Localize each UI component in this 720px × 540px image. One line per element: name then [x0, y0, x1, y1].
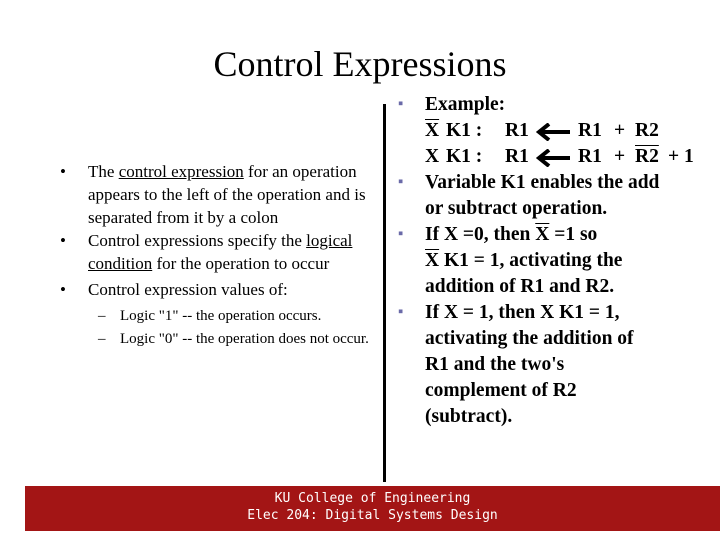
equation-1: $\overline{X}$ K1 : R1 R1 + R2 [396, 118, 720, 144]
right-bullet-if-x1-line5: (subtract). [425, 406, 513, 427]
square-bullet-icon: ▪ [398, 96, 404, 112]
right-bullet-if-x1: ▪ If X = 1, then X K1 = 1, [398, 302, 620, 323]
left-bullet-2: • Control expressions specify the logical condition for the operation to occur [60, 231, 353, 273]
left-sub-bullet-2: – Logic "0" -- the operation does not occur. [98, 331, 369, 347]
left-bullet-3: • Control expression values of: [60, 280, 288, 299]
column-divider [383, 104, 386, 482]
square-bullet-icon: ▪ [398, 226, 404, 242]
right-bullet-variable-line2: or subtract operation. [425, 198, 608, 219]
square-bullet-icon: ▪ [398, 304, 404, 320]
slide-title: Control Expressions [213, 44, 507, 84]
right-bullet-if-x1-line3: R1 and the two's [425, 354, 565, 375]
right-bullet-if-x0-line2: $\overline{X}$ K1 = 1, activating the [425, 250, 623, 271]
footer-bar [25, 486, 720, 531]
left-sub-bullet-1: – Logic "1" -- the operation occurs. [98, 308, 322, 324]
square-bullet-icon: ▪ [398, 174, 404, 190]
right-bullet-variable: ▪ Variable K1 enables the add [398, 172, 660, 193]
left-bullet-1: • The control expression for an operation appears to the left of the operation and is separated from it by a colon [60, 162, 366, 227]
right-bullet-if-x1-line4: complement of R2 [425, 380, 577, 401]
right-column [396, 92, 720, 430]
footer-course: Elec 204: Digital Systems Design [247, 508, 498, 523]
control-expression-term: control expression [118, 162, 244, 181]
right-bullet-example: ▪ Example: [398, 94, 506, 115]
right-bullet-if-x0-line3: addition of R1 and R2. [425, 276, 615, 297]
left-column [60, 160, 370, 351]
logical-condition-term: logical condition [88, 231, 353, 273]
right-bullet-if-x1-line2: activating the addition of [425, 328, 634, 349]
right-bullet-if-x0: ▪ If X =0, then $\overline{X} =1$ so [398, 224, 598, 245]
equation-2: X K1 : R1 R1 + R2 + 1 [396, 144, 720, 170]
footer-college: KU College of Engineering [274, 491, 471, 506]
